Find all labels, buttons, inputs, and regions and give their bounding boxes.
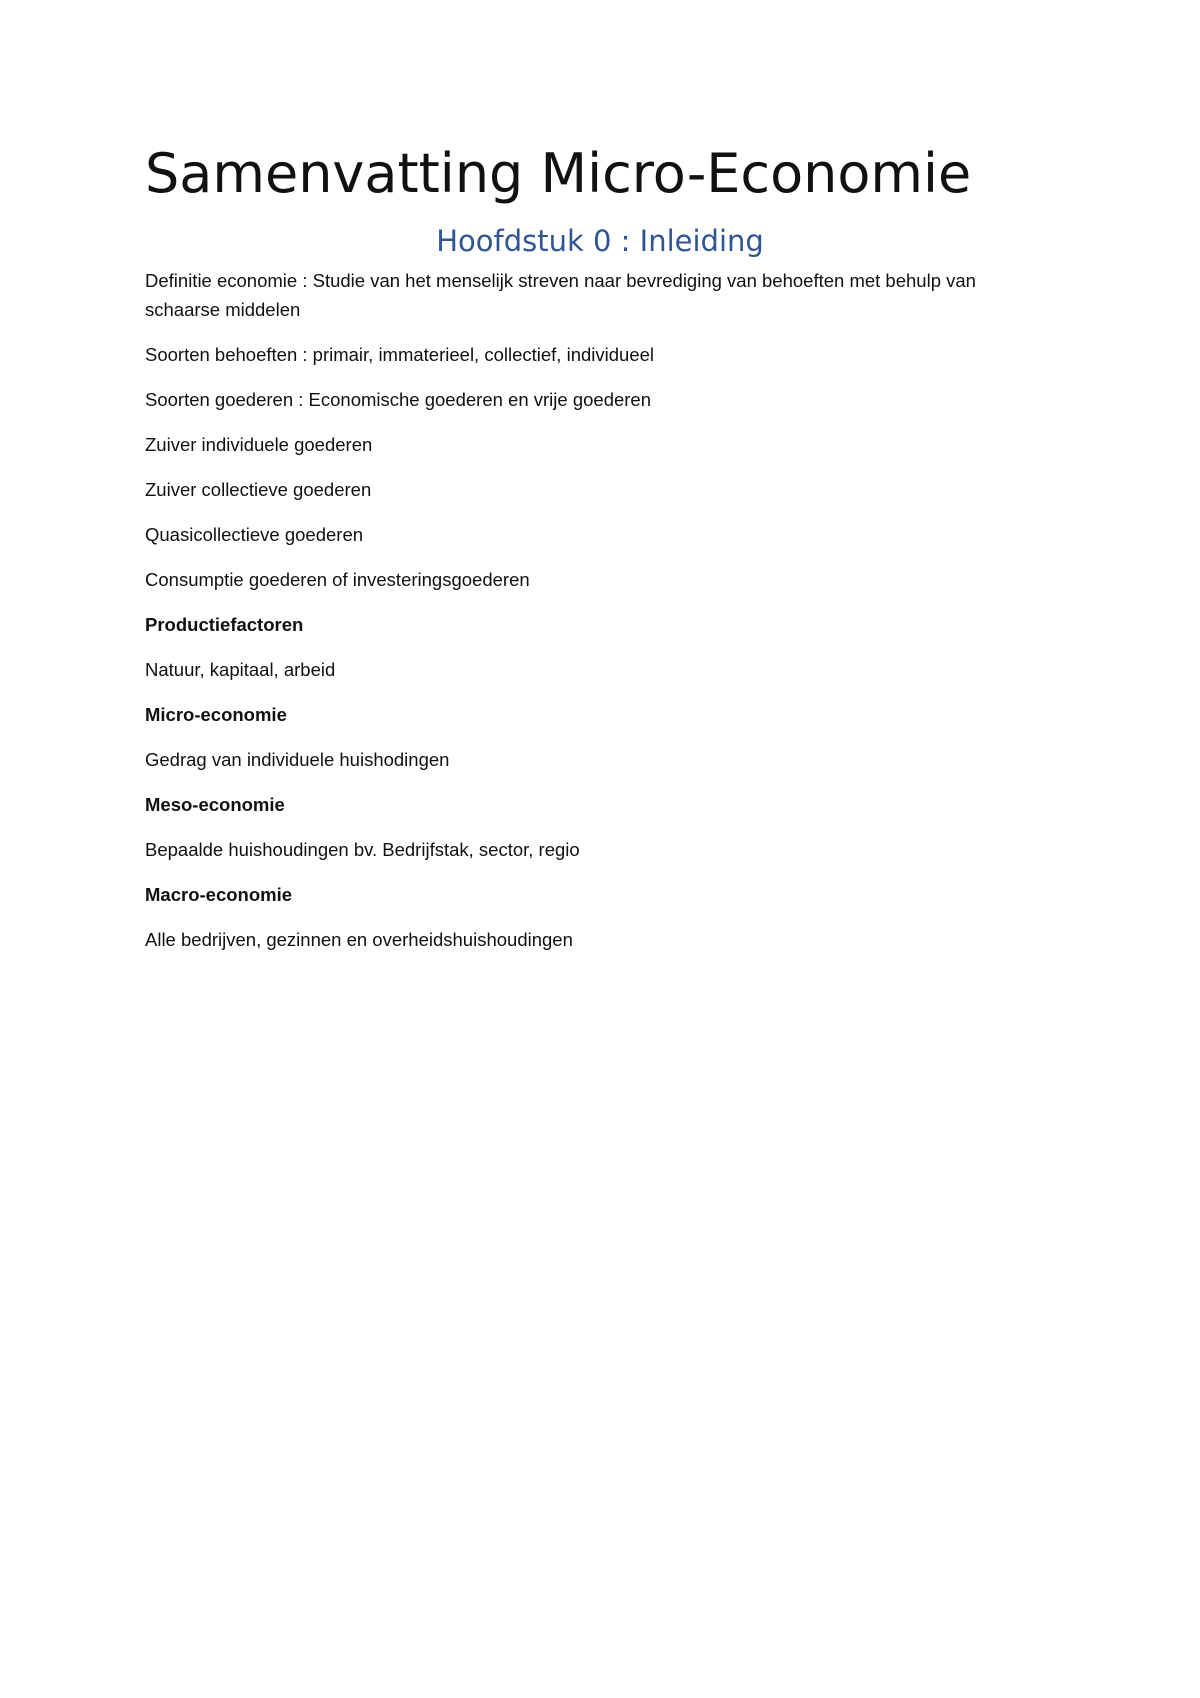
paragraph-individual-goods: Zuiver individuele goederen bbox=[145, 434, 373, 455]
paragraph-definition: Definitie economie : Studie van het menselijk streven naar bevrediging van behoeften met behulp van schaarse middelen bbox=[145, 270, 976, 320]
paragraph-goods-types: Soorten goederen : Economische goederen en vrije goederen bbox=[145, 389, 652, 410]
paragraph-micro-economics: Gedrag van individuele huishodingen bbox=[145, 749, 450, 770]
subheading-micro-economics: Micro-economie bbox=[145, 704, 287, 725]
document-title: Samenvatting Micro-Economie bbox=[145, 142, 972, 205]
paragraph-meso-economics: Bepaalde huishoudingen bv. Bedrijfstak, sector, regio bbox=[145, 839, 580, 860]
paragraph-quasicollective-goods: Quasicollectieve goederen bbox=[145, 524, 364, 545]
document-body bbox=[145, 140, 1055, 970]
subheading-macro-economics: Macro-economie bbox=[145, 884, 293, 905]
paragraph-collective-goods: Zuiver collectieve goederen bbox=[145, 479, 372, 500]
paragraph-needs-types: Soorten behoeften : primair, immaterieel, collectief, individueel bbox=[145, 344, 655, 365]
paragraph-consumption-investment: Consumptie goederen of investeringsgoederen bbox=[145, 569, 530, 590]
chapter-heading: Hoofdstuk 0 : Inleiding bbox=[436, 224, 764, 258]
subheading-production-factors: Productiefactoren bbox=[145, 614, 304, 635]
paragraph-production-factors: Natuur, kapitaal, arbeid bbox=[145, 659, 336, 680]
paragraph-macro-economics: Alle bedrijven, gezinnen en overheidshuishoudingen bbox=[145, 929, 573, 950]
subheading-meso-economics: Meso-economie bbox=[145, 794, 285, 815]
